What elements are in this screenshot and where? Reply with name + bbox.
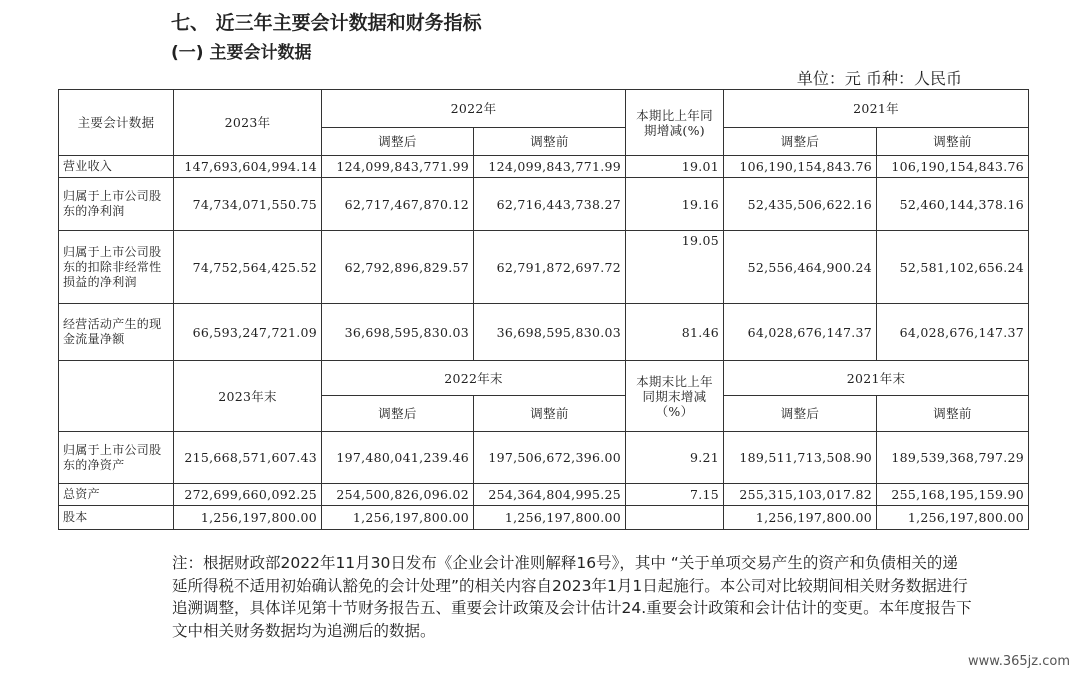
table-row (59, 156, 1029, 178)
row-label: 归属于上市公司股东的扣除非经常性损益的净利润 (59, 231, 174, 304)
value-change: 19.16 (626, 178, 724, 231)
value-2022-before: 124,099,843,771.99 (474, 156, 626, 178)
value-change (626, 506, 724, 530)
value-2021-before: 255,168,195,159.90 (877, 484, 1029, 506)
header-2022: 2022年 (322, 90, 626, 128)
value-2021-after: 52,556,464,900.24 (724, 231, 877, 304)
value-2021-before: 52,581,102,656.24 (877, 231, 1029, 304)
row-label: 股本 (59, 506, 174, 530)
value-change: 19.05 (626, 231, 724, 304)
value-2022-after: 124,099,843,771.99 (322, 156, 474, 178)
value-change: 81.46 (626, 304, 724, 361)
header-2023: 2023年 (174, 90, 322, 156)
value-2021-before: 64,028,676,147.37 (877, 304, 1029, 361)
value-2022-after: 197,480,041,239.46 (322, 432, 474, 484)
value-2022-before: 254,364,804,995.25 (474, 484, 626, 506)
row-label: 营业收入 (59, 156, 174, 178)
table-row (59, 484, 1029, 506)
header-blank (59, 361, 174, 432)
value-2023: 74,752,564,425.52 (174, 231, 322, 304)
header-item: 主要会计数据 (59, 90, 174, 156)
value-2023: 147,693,604,994.14 (174, 156, 322, 178)
value-2023: 66,593,247,721.09 (174, 304, 322, 361)
value-2022-before: 36,698,595,830.03 (474, 304, 626, 361)
row-label: 总资产 (59, 484, 174, 506)
value-change: 19.01 (626, 156, 724, 178)
value-2022-before: 197,506,672,396.00 (474, 432, 626, 484)
value-2021-before: 52,460,144,378.16 (877, 178, 1029, 231)
header-2021-adjusted-after: 调整后 (724, 128, 877, 156)
table-row (59, 432, 1029, 484)
value-2023: 215,668,571,607.43 (174, 432, 322, 484)
row-label: 归属于上市公司股东的净资产 (59, 432, 174, 484)
row-label: 归属于上市公司股东的净利润 (59, 178, 174, 231)
header-2021-end: 2021年末 (724, 361, 1029, 396)
header-2021-adjusted-before: 调整前 (877, 128, 1029, 156)
section-title: 七、 近三年主要会计数据和财务指标 (171, 12, 482, 34)
header-2022-end: 2022年末 (322, 361, 626, 396)
value-2022-after: 36,698,595,830.03 (322, 304, 474, 361)
header-change: 本期比上年同期增减(%) (626, 90, 724, 156)
value-2023: 272,699,660,092.25 (174, 484, 322, 506)
value-2022-after: 1,256,197,800.00 (322, 506, 474, 530)
table-row (59, 231, 1029, 304)
value-2022-before: 1,256,197,800.00 (474, 506, 626, 530)
header-2022-adjusted-after: 调整后 (322, 128, 474, 156)
header-2022-end-adjusted-after: 调整后 (322, 396, 474, 432)
value-change: 7.15 (626, 484, 724, 506)
value-2022-after: 62,717,467,870.12 (322, 178, 474, 231)
header-2021: 2021年 (724, 90, 1029, 128)
header-2021-end-adjusted-before: 调整前 (877, 396, 1029, 432)
value-2021-after: 255,315,103,017.82 (724, 484, 877, 506)
header-2023-end: 2023年末 (174, 361, 322, 432)
value-2022-before: 62,791,872,697.72 (474, 231, 626, 304)
value-2021-after: 52,435,506,622.16 (724, 178, 877, 231)
unit-currency-line: 单位：元 币种：人民币 (796, 69, 962, 88)
table-row (59, 178, 1029, 231)
accounting-data-table (58, 89, 1029, 530)
footnote: 注：根据财政部2022年11月30日发布《企业会计准则解释16号》，其中 “关于单项交易产生的资产和负债相关的递延所得税不适用初始确认豁免的会计处理”的相关内容自2023年1月1日起施行。本公司对比较期间相关财务数据进行追溯调整，具体详见第十节财务报告五、重要会计政策及会计估计24.重要会计政策和会计估计的变更。本年度报告下文中相关财务数据均为追溯后的数据。 (172, 554, 972, 640)
value-2022-after: 254,500,826,096.02 (322, 484, 474, 506)
watermark: www.365jz.com (968, 654, 1070, 669)
value-2021-after: 106,190,154,843.76 (724, 156, 877, 178)
value-2021-after: 64,028,676,147.37 (724, 304, 877, 361)
value-2023: 74,734,071,550.75 (174, 178, 322, 231)
header-2022-adjusted-before: 调整前 (474, 128, 626, 156)
table-row (59, 506, 1029, 530)
value-2021-before: 106,190,154,843.76 (877, 156, 1029, 178)
header-row-1 (59, 90, 1029, 128)
value-2022-after: 62,792,896,829.57 (322, 231, 474, 304)
header-change-end: 本期末比上年同期末增减（%） (626, 361, 724, 432)
value-2021-before: 189,539,368,797.29 (877, 432, 1029, 484)
header-row-3 (59, 361, 1029, 396)
value-2021-after: 1,256,197,800.00 (724, 506, 877, 530)
value-change: 9.21 (626, 432, 724, 484)
subsection-title: (一) 主要会计数据 (171, 43, 312, 63)
value-2022-before: 62,716,443,738.27 (474, 178, 626, 231)
value-2021-before: 1,256,197,800.00 (877, 506, 1029, 530)
header-2021-end-adjusted-after: 调整后 (724, 396, 877, 432)
value-2023: 1,256,197,800.00 (174, 506, 322, 530)
row-label: 经营活动产生的现金流量净额 (59, 304, 174, 361)
header-2022-end-adjusted-before: 调整前 (474, 396, 626, 432)
table-row (59, 304, 1029, 361)
value-2021-after: 189,511,713,508.90 (724, 432, 877, 484)
